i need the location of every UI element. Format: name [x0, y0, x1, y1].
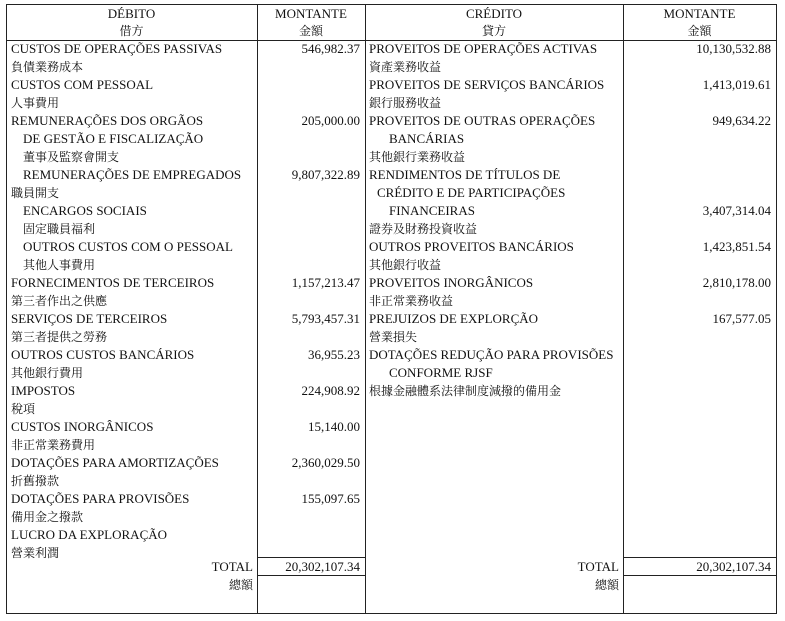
debit-value: 224,908.92: [301, 383, 360, 398]
amount-header: MONTANTE: [275, 6, 347, 21]
amount-header-zh: 金額: [298, 24, 323, 38]
debit-label-zh: 折舊撥款: [11, 474, 60, 488]
debit-value: 9,807,322.89: [291, 167, 360, 182]
credit-label-zh: 非正常業務收益: [369, 294, 454, 308]
credit-label: BANCÁRIAS: [389, 131, 465, 146]
total-label: TOTAL: [211, 559, 253, 574]
credit-label-zh: 其他銀行收益: [369, 258, 442, 272]
debit-label: SERVIÇOS DE TERCEIROS: [11, 311, 168, 326]
debit-label-zh: 稅項: [11, 402, 36, 416]
credit-label: RENDIMENTOS DE TÍTULOS DE: [369, 167, 561, 182]
debit-label-zh: 非正常業務費用: [11, 438, 96, 452]
debit-label-zh: 固定職員福利: [23, 222, 96, 236]
credit-label: PROVEITOS DE OUTRAS OPERAÇÕES: [369, 113, 596, 128]
debit-label: CUSTOS DE OPERAÇÕES PASSIVAS: [11, 41, 223, 56]
debit-label: FORNECIMENTOS DE TERCEIROS: [11, 275, 215, 290]
credit-label-zh: 銀行服務收益: [369, 96, 442, 110]
amount-header: MONTANTE: [663, 6, 736, 21]
credit-label-zh: 證券及財務投資收益: [369, 222, 478, 236]
debit-label-zh: 職員開支: [11, 186, 60, 200]
debit-label: IMPOSTOS: [11, 383, 76, 398]
debit-label-zh: 人事費用: [11, 96, 60, 110]
debit-label-zh: 負債業務成本: [11, 60, 84, 74]
credit-value: 3,407,314.04: [702, 203, 771, 218]
credit-label: PROVEITOS INORGÂNICOS: [369, 275, 534, 290]
debit-label: LUCRO DA EXPLORAÇÃO: [11, 527, 168, 542]
debit-value: 5,793,457.31: [291, 311, 360, 326]
amount-header-zh: 金額: [687, 24, 712, 38]
debit-value: 155,097.65: [301, 491, 360, 506]
debit-label: ENCARGOS SOCIAIS: [23, 203, 147, 218]
debit-value: 546,982.37: [301, 41, 360, 56]
column-divider: [365, 4, 366, 614]
credit-label: CRÉDITO E DE PARTICIPAÇÕES: [377, 185, 566, 200]
debit-header-zh: 借方: [119, 24, 144, 38]
border-left: [6, 4, 7, 614]
credit-header-zh: 貸方: [481, 24, 506, 38]
debit-label: CUSTOS INORGÂNICOS: [11, 419, 154, 434]
credit-header: CRÉDITO: [465, 6, 523, 21]
column-divider: [257, 4, 258, 614]
debit-label-zh: 董事及監察會開支: [23, 150, 120, 164]
debit-label: REMUNERAÇÕES DOS ORGÃOS: [11, 113, 204, 128]
credit-label: DOTAÇÕES REDUÇÃO PARA PROVISÕES: [369, 347, 614, 362]
debit-label-zh: 營業利潤: [11, 546, 60, 560]
credit-label: OUTROS PROVEITOS BANCÁRIOS: [369, 239, 574, 254]
credit-value: 949,634.22: [712, 113, 771, 128]
account-statement: [6, 4, 777, 614]
credit-label-zh: 根據金融體系法律制度減撥的備用金: [369, 384, 562, 398]
debit-value: 205,000.00: [301, 113, 360, 128]
debit-header: DÉBITO: [107, 6, 156, 21]
credit-label: FINANCEIRAS: [389, 203, 475, 218]
debit-label: CUSTOS COM PESSOAL: [11, 77, 154, 92]
debit-label-zh: 第三者作出之供應: [11, 294, 108, 308]
credit-value: 1,423,851.54: [702, 239, 771, 254]
debit-label-zh: 備用金之撥款: [11, 510, 84, 524]
border-right: [776, 4, 777, 614]
debit-label: REMUNERAÇÕES DE EMPREGADOS: [23, 167, 242, 182]
debit-value: 2,360,029.50: [291, 455, 360, 470]
debit-label: DOTAÇÕES PARA AMORTIZAÇÕES: [11, 455, 219, 470]
debit-label-zh: 其他人事費用: [23, 258, 96, 272]
total-label-zh: 總額: [228, 578, 253, 592]
credit-value: 167,577.05: [712, 311, 771, 326]
credit-label-zh: 其他銀行業務收益: [369, 150, 466, 164]
total-label-zh: 總額: [594, 578, 619, 592]
column-divider: [623, 4, 624, 614]
debit-label-zh: 其他銀行費用: [11, 366, 84, 380]
debit-value: 1,157,213.47: [291, 275, 360, 290]
credit-label: CONFORME RJSF: [389, 365, 493, 380]
debit-label: DE GESTÃO E FISCALIZAÇÃO: [23, 131, 204, 146]
total-label: TOTAL: [577, 559, 619, 574]
credit-total-value: 20,302,107.34: [696, 559, 771, 574]
debit-label: OUTROS CUSTOS BANCÁRIOS: [11, 347, 195, 362]
credit-label: PROVEITOS DE SERVIÇOS BANCÁRIOS: [369, 77, 605, 92]
debit-label: DOTAÇÕES PARA PROVISÕES: [11, 491, 190, 506]
debit-label-zh: 第三者提供之勞務: [11, 330, 108, 344]
debit-label: OUTROS CUSTOS COM O PESSOAL: [23, 239, 233, 254]
credit-label-zh: 營業損失: [369, 330, 418, 344]
debit-total-value: 20,302,107.34: [285, 559, 360, 574]
debit-value: 15,140.00: [308, 419, 360, 434]
credit-label: PREJUIZOS DE EXPLORÇÃO: [369, 311, 539, 326]
credit-label: PROVEITOS DE OPERAÇÕES ACTIVAS: [369, 41, 598, 56]
debit-value: 36,955.23: [308, 347, 360, 362]
credit-label-zh: 資產業務收益: [369, 60, 442, 74]
border-bottom: [6, 613, 777, 614]
credit-value: 2,810,178.00: [702, 275, 771, 290]
credit-value: 10,130,532.88: [696, 41, 771, 56]
credit-value: 1,413,019.61: [702, 77, 771, 92]
